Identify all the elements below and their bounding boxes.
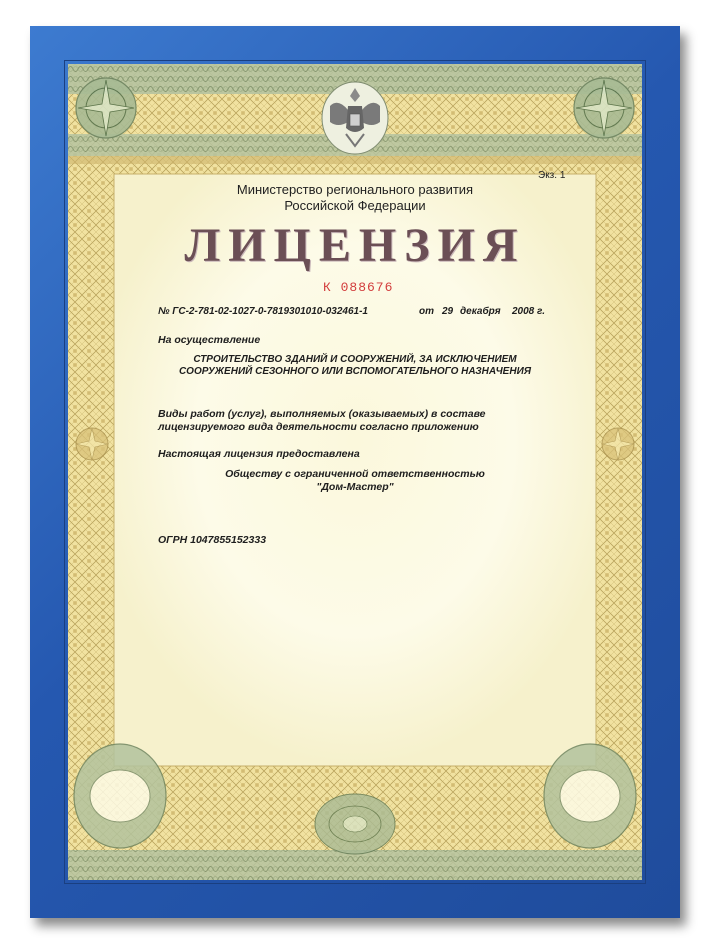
serial-number: К 088676 [323,280,394,295]
organization-line-1: Обществу с ограниченной ответственностью [225,468,485,480]
date-month: декабря [460,306,501,317]
license-document [68,64,642,880]
activity-line-1: СТРОИТЕЛЬСТВО ЗДАНИЙ И СООРУЖЕНИЙ, ЗА ИСКЛЮЧЕНИЕМ [193,354,517,365]
granted-label: Настоящая лицензия предоставлена [158,448,360,460]
works-line-2: лицензируемого вида деятельности согласно приложению [158,421,479,433]
page-title: ЛИЦЕНЗИЯ [184,219,526,272]
date-prefix: от [419,306,434,317]
activity-line-2: СООРУЖЕНИЙ СЕЗОННОГО ИЛИ ВСПОМОГАТЕЛЬНОГО НАЗНАЧЕНИЯ [178,366,532,377]
copy-label: Экз. 1 [538,170,566,181]
organization-line-2: "Дом-Мастер" [316,481,394,493]
ogrn-number: ОГРН 1047855152333 [158,534,267,546]
works-line-1: Виды работ (услуг), выполняемых (оказываемых) в составе [158,408,486,420]
purpose-label: На осуществление [158,334,261,346]
license-number: № ГС-2-781-02-1027-0-7819301010-032461-1 [158,306,368,317]
ministry-line-1: Министерство регионального развития [236,182,474,197]
ministry-line-2: Российской Федерации [284,198,426,213]
date-year: 2008 г. [512,306,546,317]
date-day: 29 [442,306,454,317]
